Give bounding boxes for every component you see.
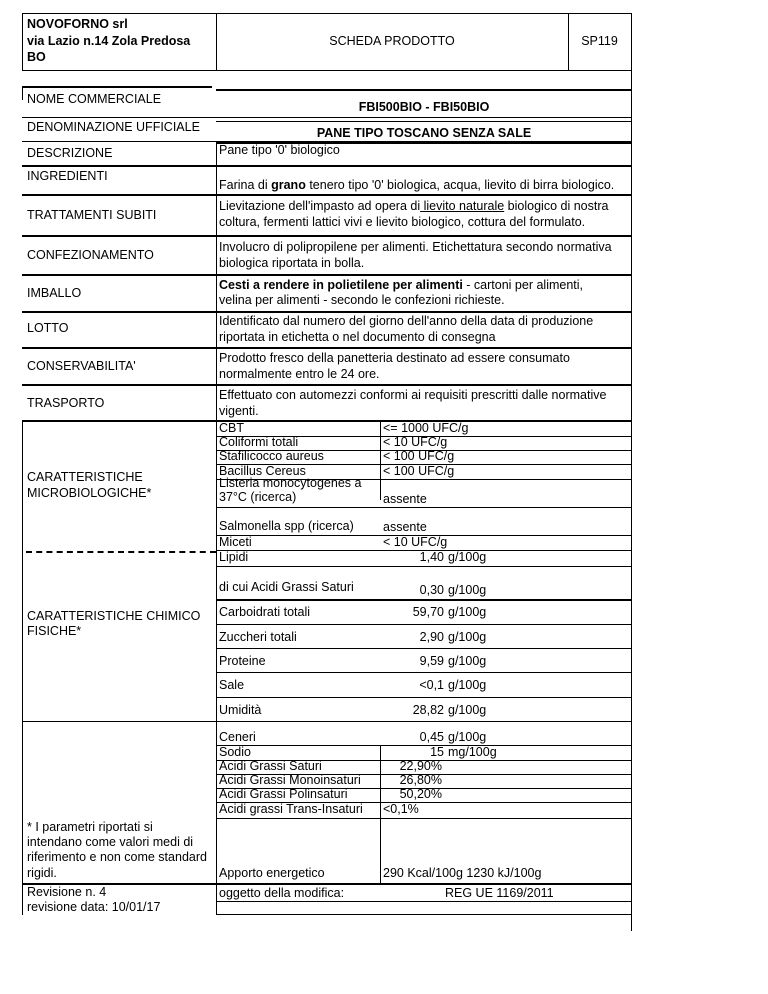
chem-unit: g/100g xyxy=(448,654,487,668)
listeria-name-1: Listeria monocytogenes a xyxy=(219,476,362,490)
chem-name: Umidità xyxy=(219,703,262,717)
fat-name: Acidi Grassi Polinsaturi xyxy=(219,787,348,801)
micro-value: < 100 UFC/g xyxy=(383,464,455,478)
lotto-line-2: riportata in etichetta o nel documento di consegna xyxy=(219,330,496,344)
tratt-text-rest: biologico di nostra xyxy=(504,199,609,213)
rule xyxy=(22,194,632,196)
rule xyxy=(216,914,632,915)
rule xyxy=(22,883,632,885)
ingr-grano: grano xyxy=(271,178,306,192)
note-line-1: * I parametri riportati si xyxy=(27,820,153,834)
energy-value: 290 Kcal/100g 1230 kJ/100g xyxy=(383,866,542,880)
chem-unit: g/100g xyxy=(448,605,487,619)
rule xyxy=(216,507,632,508)
conf-label: CONFEZIONAMENTO xyxy=(27,248,154,262)
chem-unit: g/100g xyxy=(448,583,487,597)
rule xyxy=(22,420,23,915)
imb-line-1 xyxy=(219,278,583,293)
chem-unit: mg/100g xyxy=(448,745,497,759)
rule xyxy=(22,165,632,167)
tratt-line-2: coltura, fermenti lattici vivi e lievito biologico, cottura del formulato. xyxy=(219,215,586,229)
rule xyxy=(216,89,632,91)
rule xyxy=(216,141,217,421)
rule xyxy=(380,420,381,500)
fat-value: 50,20% xyxy=(399,787,442,801)
note-line-4: rigidi. xyxy=(27,866,57,880)
chem-num: 28,82 xyxy=(412,703,444,717)
lotto-label: LOTTO xyxy=(27,321,69,335)
section-divider xyxy=(26,551,216,553)
chem-num: 9,59 xyxy=(419,654,444,668)
conf-line-1: Involucro di polipropilene per alimenti. Etichettatura secondo normativa xyxy=(219,240,612,254)
rule xyxy=(22,86,212,88)
chem-name: Sodio xyxy=(219,745,251,759)
note-line-3: riferimento e non come standard xyxy=(27,850,207,864)
imb-line-2: velina per alimenti - secondo le confezioni richieste. xyxy=(219,293,505,307)
chem-name: di cui Acidi Grassi Saturi xyxy=(219,580,354,594)
company-name: NOVOFORNO srl xyxy=(27,17,128,31)
fat-value: 26,80% xyxy=(399,773,442,787)
chem-label-1: CARATTERISTICHE CHIMICO xyxy=(27,609,201,623)
chem-num: <0,1 xyxy=(419,678,444,692)
rule xyxy=(22,311,632,313)
micro-value: <= 1000 UFC/g xyxy=(383,421,469,435)
imb-text: - cartoni per alimenti, xyxy=(462,278,584,292)
listeria-name-2: 37°C (ricerca) xyxy=(219,490,297,504)
listeria-value: assente xyxy=(383,492,427,506)
rule xyxy=(22,347,632,349)
fat-value: <0,1% xyxy=(383,802,419,816)
fat-name: Acidi grassi Trans-Insaturi xyxy=(219,802,363,816)
nome-value: FBI500BIO - FBI50BIO xyxy=(358,100,490,114)
ingr-text-rest: tenero tipo '0' biologica, acqua, lievito di birra biologico. xyxy=(305,178,615,192)
chem-name: Sale xyxy=(219,678,245,692)
rule xyxy=(22,721,632,722)
rule xyxy=(22,13,23,71)
micro-label-2: MICROBIOLOGICHE* xyxy=(27,486,152,500)
chem-unit: g/100g xyxy=(448,730,487,744)
rule xyxy=(216,818,632,819)
fat-name: Acidi Grassi Monoinsaturi xyxy=(219,773,361,787)
chem-name: Ceneri xyxy=(219,730,256,744)
chem-num: 59,70 xyxy=(412,605,444,619)
rule xyxy=(216,420,217,915)
chem-unit: g/100g xyxy=(448,550,487,564)
imb-bold: Cesti a rendere in polietilene per alimenti xyxy=(219,278,463,292)
rule xyxy=(216,566,632,567)
rule xyxy=(22,384,632,386)
rule xyxy=(216,901,632,902)
rule xyxy=(22,86,23,100)
micro-name: Stafilicocco aureus xyxy=(219,449,324,463)
chem-num: 15 xyxy=(430,745,444,759)
note-line-2: intendano come valori medi di xyxy=(27,835,194,849)
trasp-label: TRASPORTO xyxy=(27,396,105,410)
rule xyxy=(216,121,632,122)
rule xyxy=(22,13,632,14)
micro-value: < 10 UFC/g xyxy=(383,435,448,449)
cons-label: CONSERVABILITA' xyxy=(27,359,136,373)
rule xyxy=(380,745,381,885)
chem-unit: g/100g xyxy=(448,703,487,717)
chem-name: Lipidi xyxy=(219,550,249,564)
revision-date: revisione data: 10/01/17 xyxy=(27,900,161,914)
company-address: via Lazio n.14 Zola Predosa xyxy=(27,34,191,48)
nome-label: NOME COMMERCIALE xyxy=(27,92,162,106)
chem-unit: g/100g xyxy=(448,630,487,644)
rule xyxy=(22,235,632,237)
rule xyxy=(22,274,632,276)
rule xyxy=(22,117,632,118)
rule xyxy=(216,599,632,601)
rule xyxy=(216,697,632,698)
trasp-line-1: Effettuato con automezzi conformi ai requisiti prescritti dalle normative xyxy=(219,388,607,402)
micro-value: < 100 UFC/g xyxy=(383,449,455,463)
fat-value: 22,90% xyxy=(399,759,442,773)
chem-num: 0,30 xyxy=(419,583,444,597)
chem-name: Carboidrati totali xyxy=(219,605,311,619)
tratt-text: Lievitazione dell'impasto ad opera di xyxy=(219,199,421,213)
chem-name: Proteine xyxy=(219,654,266,668)
cons-line-2: normalmente entro le 24 ore. xyxy=(219,367,380,381)
cons-line-1: Prodotto fresco della panetteria destinato ad essere consumato xyxy=(219,351,570,365)
denom-value: PANE TIPO TOSCANO SENZA SALE xyxy=(316,126,532,140)
rule xyxy=(22,420,632,422)
miceti-name: Miceti xyxy=(219,535,252,549)
ingr-value xyxy=(219,178,614,193)
chem-num: 2,90 xyxy=(419,630,444,644)
lotto-line-1: Identificato dal numero del giorno dell'anno della data di produzione xyxy=(219,314,594,328)
modifica-label: oggetto della modifica: xyxy=(219,886,345,900)
ingr-label: INGREDIENTI xyxy=(27,169,108,183)
salmonella-name: Salmonella spp (ricerca) xyxy=(219,519,354,533)
doc-title: SCHEDA PRODOTTO xyxy=(329,34,455,48)
rule xyxy=(22,70,632,71)
micro-name: CBT xyxy=(219,421,244,435)
rule xyxy=(216,672,632,673)
rule xyxy=(631,13,632,931)
salmonella-value: assente xyxy=(383,520,427,534)
imb-label: IMBALLO xyxy=(27,286,82,300)
chem-label-2: FISICHE* xyxy=(27,624,82,638)
chem-name: Zuccheri totali xyxy=(219,630,297,644)
denom-label: DENOMINAZIONE UFFICIALE xyxy=(27,120,200,134)
tratt-underlined: lievito naturale xyxy=(420,199,505,213)
rule xyxy=(216,648,632,649)
trasp-line-2: vigenti. xyxy=(219,404,259,418)
rule xyxy=(216,624,632,625)
micro-name: Coliformi totali xyxy=(219,435,299,449)
ingr-text: Farina di xyxy=(219,178,272,192)
chem-num: 1,40 xyxy=(419,550,444,564)
descr-label: DESCRIZIONE xyxy=(27,146,113,160)
revision-number: Revisione n. 4 xyxy=(27,885,107,899)
fat-name: Acidi Grassi Saturi xyxy=(219,759,322,773)
energy-name: Apporto energetico xyxy=(219,866,325,880)
conf-line-2: biologica riportata in bolla. xyxy=(219,256,365,270)
modifica-value: REG UE 1169/2011 xyxy=(445,886,554,900)
doc-code: SP119 xyxy=(581,34,618,48)
tratt-label: TRATTAMENTI SUBITI xyxy=(27,208,157,222)
miceti-value: < 10 UFC/g xyxy=(383,535,448,549)
micro-name: Bacillus Cereus xyxy=(219,464,306,478)
micro-label-1: CARATTERISTICHE xyxy=(27,470,143,484)
chem-unit: g/100g xyxy=(448,678,487,692)
chem-num: 0,45 xyxy=(419,730,444,744)
descr-value: Pane tipo '0' biologico xyxy=(219,143,340,157)
tratt-line-1 xyxy=(219,199,608,214)
company-city: BO xyxy=(27,50,46,64)
